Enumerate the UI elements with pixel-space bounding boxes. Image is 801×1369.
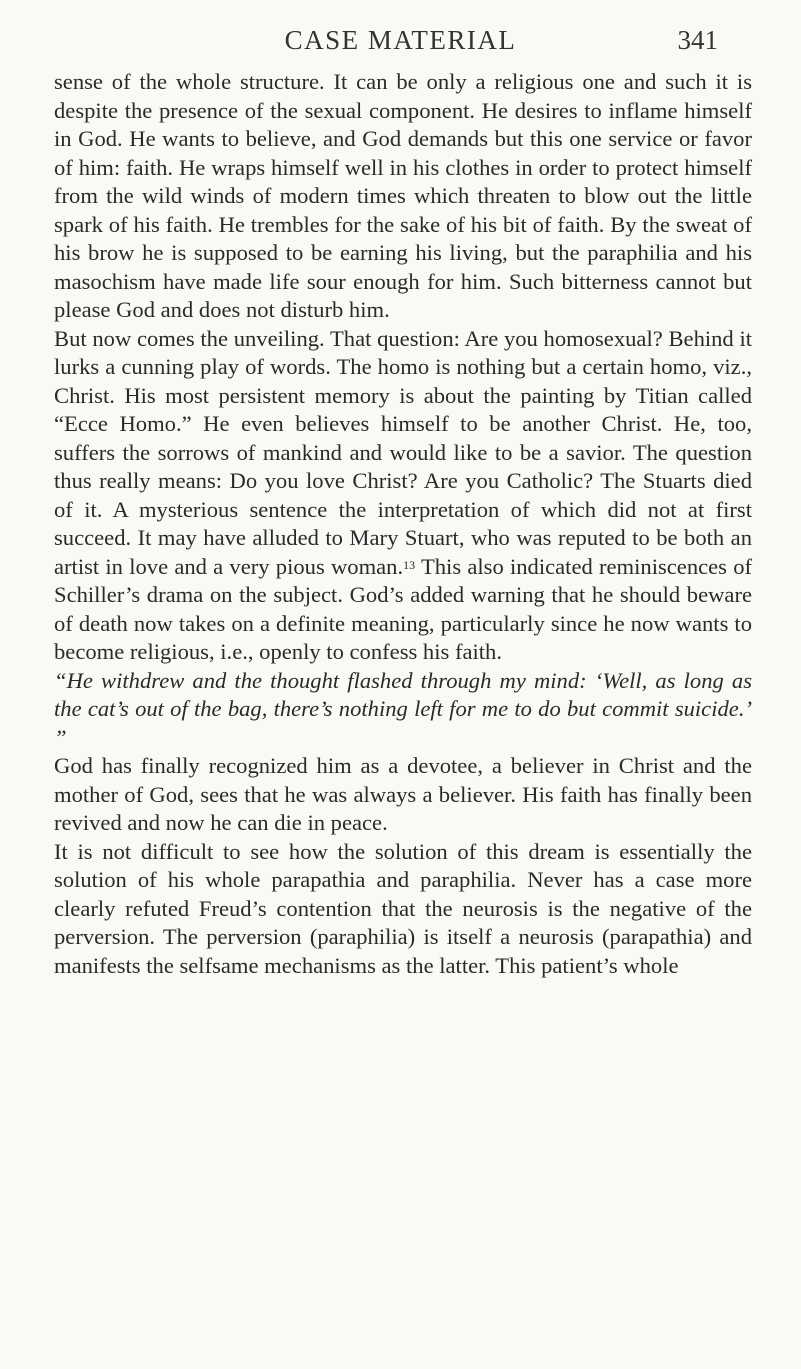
- paragraph-2-continued: This also indicated reminiscences of Schiller’s drama on the subject. God’s added warning that he should beware of death now takes on a definite meaning, particularly since he now wants to become religious, i.e., openly to confess his faith.: [54, 553, 753, 664]
- footnote-reference: 13: [403, 557, 416, 572]
- running-head-title: CASE MATERIAL: [284, 25, 517, 55]
- paragraph-2: [54, 325, 752, 667]
- paragraph-4: God has finally recognized him as a devotee, a believer in Christ and the mother of God, sees that he was always a believer. His faith has finally been revived and now he can die in peace.: [54, 753, 752, 835]
- paragraph-1: sense of the whole structure. It can be only a religious one and such it is despite the presence of the sexual component. He desires to inflame himself in God. He wants to believe, and God demands but this one service or favor of him: faith. He wraps himself well in his clothes in order to protect himself from the wild winds of modern times which threaten to blow out the little spark of his faith. He trembles for the sake of his bit of faith. By the sweat of his brow he is supposed to be earning his living, but the paraphilia and his masochism have made life sour enough for him. Such bitterness cannot but please God and does not disturb him.: [54, 69, 752, 322]
- paragraph-2-text: But now comes the unveiling. That question: Are you homosexual? Behind it lurks a cunning play of words. The homo is nothing but a certain homo, viz., Christ. His most persistent memory is about the painting by Titian called “Ecce Homo.” He even believes himself to be another Christ. He, too, suffers the sorrows of mankind and would like to be a savior. The question thus really means: Do you love Christ? Are you Catholic? The Stuarts died of it. A mysterious sentence the interpretation of which did not at first succeed. It may have alluded to Mary Stuart, who was reputed to be both an artist in love and a very pious woman.: [54, 325, 752, 579]
- running-head: [0, 20, 801, 60]
- body-text: [54, 68, 752, 980]
- paragraph-5: It is not difficult to see how the solution of this dream is essentially the solution of his whole parapathia and paraphilia. Never has a case more clearly refuted Freud’s contention that the neurosis is the negative of the perversion. The perversion (paraphilia) is itself a neurosis (parapathia) and manifests the selfsame mechanisms as the latter. This patient’s whole: [54, 838, 752, 978]
- page-number: 341: [677, 25, 718, 55]
- dream-quotation: “He withdrew and the thought flashed through my mind: ‘Well, as long as the cat’s out of the bag, there’s nothing left for me to do but commit suicide.’ ”: [54, 667, 752, 750]
